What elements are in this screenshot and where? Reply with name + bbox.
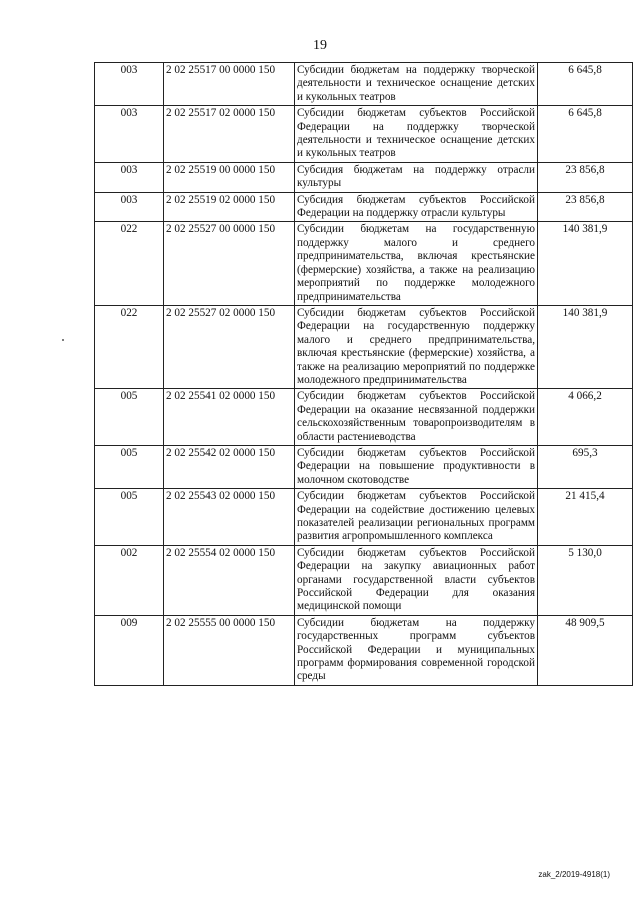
row-kbk: 2 02 25517 02 0000 150 [164, 106, 295, 163]
row-name: Субсидия бюджетам субъектов Российской Федерации на поддержку отрасли культуры [295, 192, 538, 222]
row-kbk: 2 02 25519 02 0000 150 [164, 192, 295, 222]
row-code: 022 [95, 305, 164, 388]
row-name: Субсидии бюджетам субъектов Российской Федерации на закупку авиационных работ органами государственной власти субъектов Российской Федерации для оказания медицинской помощи [295, 545, 538, 615]
row-kbk: 2 02 25541 02 0000 150 [164, 389, 295, 446]
budget-table-body [95, 63, 633, 686]
row-name: Субсидии бюджетам на государственную поддержку малого и среднего предпринимательства, включая крестьянские (фермерские) хозяйства, а также на реализацию мероприятий по поддержке молодежного предпринимательства [295, 222, 538, 305]
row-name: Субсидия бюджетам на поддержку отрасли культуры [295, 162, 538, 192]
budget-table [94, 62, 633, 686]
page-number: 19 [313, 38, 327, 53]
row-amount: 695,3 [538, 445, 633, 488]
table-row [95, 489, 633, 546]
table-row [95, 222, 633, 305]
table-row [95, 445, 633, 488]
row-amount: 140 381,9 [538, 222, 633, 305]
row-code: 003 [95, 162, 164, 192]
row-kbk: 2 02 25519 00 0000 150 [164, 162, 295, 192]
footer-code: zak_2/2019-4918(1) [538, 870, 610, 879]
table-row [95, 615, 633, 685]
table-row [95, 545, 633, 615]
row-code: 003 [95, 192, 164, 222]
row-name: Субсидии бюджетам субъектов Российской Федерации на государственную поддержку малого и среднего предпринимательства, включая крестьянские (фермерские) хозяйства, а также на реализацию мероприятий по поддержке молодежного предпринимательства [295, 305, 538, 388]
row-code: 005 [95, 445, 164, 488]
table-row [95, 389, 633, 446]
row-amount: 4 066,2 [538, 389, 633, 446]
row-code: 005 [95, 389, 164, 446]
row-amount: 23 856,8 [538, 162, 633, 192]
row-amount: 21 415,4 [538, 489, 633, 546]
table-row [95, 63, 633, 106]
table-row [95, 305, 633, 388]
row-code: 002 [95, 545, 164, 615]
scan-speck [62, 339, 64, 341]
row-name: Субсидии бюджетам субъектов Российской Федерации на повышение продуктивности в молочном скотоводстве [295, 445, 538, 488]
row-kbk: 2 02 25517 00 0000 150 [164, 63, 295, 106]
row-kbk: 2 02 25543 02 0000 150 [164, 489, 295, 546]
row-code: 022 [95, 222, 164, 305]
row-amount: 48 909,5 [538, 615, 633, 685]
table-row [95, 106, 633, 163]
row-kbk: 2 02 25527 00 0000 150 [164, 222, 295, 305]
row-kbk: 2 02 25542 02 0000 150 [164, 445, 295, 488]
row-name: Субсидии бюджетам на поддержку творческой деятельности и техническое оснащение детских и кукольных театров [295, 63, 538, 106]
row-kbk: 2 02 25555 00 0000 150 [164, 615, 295, 685]
table-row [95, 192, 633, 222]
table-row [95, 162, 633, 192]
row-kbk: 2 02 25554 02 0000 150 [164, 545, 295, 615]
row-amount: 5 130,0 [538, 545, 633, 615]
row-code: 009 [95, 615, 164, 685]
row-code: 003 [95, 106, 164, 163]
row-code: 003 [95, 63, 164, 106]
row-name: Субсидии бюджетам субъектов Российской Федерации на оказание несвязанной поддержки сельскохозяйственным товаропроизводителям в области растениеводства [295, 389, 538, 446]
row-amount: 6 645,8 [538, 106, 633, 163]
row-code: 005 [95, 489, 164, 546]
row-kbk: 2 02 25527 02 0000 150 [164, 305, 295, 388]
row-name: Субсидии бюджетам субъектов Российской Федерации на поддержку творческой деятельности и техническое оснащение детских и кукольных театров [295, 106, 538, 163]
row-amount: 140 381,9 [538, 305, 633, 388]
row-name: Субсидии бюджетам субъектов Российской Федерации на содействие достижению целевых показателей реализации региональных программ развития агропромышленного комплекса [295, 489, 538, 546]
row-name: Субсидии бюджетам на поддержку государственных программ субъектов Российской Федерации и муниципальных программ формирования современной городской среды [295, 615, 538, 685]
row-amount: 23 856,8 [538, 192, 633, 222]
row-amount: 6 645,8 [538, 63, 633, 106]
